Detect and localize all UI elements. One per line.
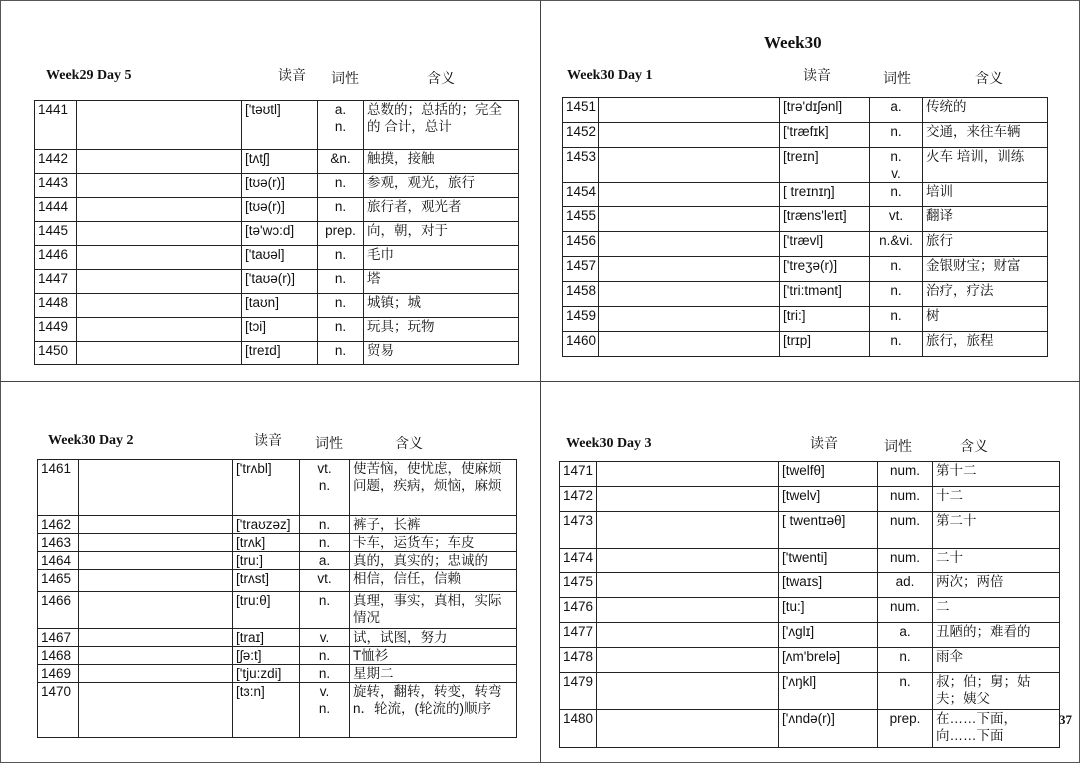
cell-num: 1454 [563,183,599,207]
vocab-table [562,97,1048,357]
cell-word [599,332,780,357]
cell-num: 1468 [38,647,79,665]
cell-pos: prep. [878,710,933,748]
vocab-table [559,461,1060,748]
cell-pron: [trʌk] [233,534,300,552]
cell-pron: [tə'wɔ:d] [242,222,318,246]
cell-word [79,570,233,592]
cell-meaning: 玩具；玩物 [364,318,519,342]
table-row [38,592,517,629]
cell-meaning: 两次；两倍 [933,573,1060,598]
cell-meaning: 参观，观光，旅行 [364,174,519,198]
cell-pos: vt. [870,207,923,232]
table-row [563,232,1048,257]
table-row [38,460,517,516]
cell-meaning: 树 [923,307,1048,332]
table-row [38,552,517,570]
cell-pos: a. [878,623,933,648]
cell-pron: ['təʊtl] [242,101,318,150]
section-title: Week30 Day 1 [567,68,653,83]
cell-pron: ['treʒə(r)] [780,257,870,282]
cell-meaning: 旋转，翻转，转变，转弯 n．轮流，(轮流的)顺序 [350,683,517,738]
cell-num: 1443 [35,174,77,198]
table-row [35,174,519,198]
cell-word [77,150,242,174]
pronunciation-header: 读音 [254,434,282,449]
table-row [35,342,519,365]
cell-pron: ['twenti] [779,549,878,573]
table-row [38,570,517,592]
table-row [35,270,519,294]
cell-word [599,148,780,183]
cell-pron: [tru:θ] [233,592,300,629]
cell-meaning: 第十二 [933,462,1060,487]
cell-pron: [tru:] [233,552,300,570]
cell-pos: vt. [300,570,350,592]
cell-meaning: 触摸，接触 [364,150,519,174]
cell-num: 1478 [560,648,597,673]
cell-word [597,710,779,748]
cell-pron: [tu:] [779,598,878,623]
cell-pos: num. [878,598,933,623]
cell-meaning: 裤子，长裤 [350,516,517,534]
cell-meaning: 二 [933,598,1060,623]
cell-meaning: 毛巾 [364,246,519,270]
cell-num: 1470 [38,683,79,738]
cell-pron: [traɪ] [233,629,300,647]
cell-pos: n. [318,318,364,342]
cell-num: 1447 [35,270,77,294]
cell-pos: a. [300,552,350,570]
table-row [563,207,1048,232]
cell-word [77,246,242,270]
cell-num: 1457 [563,257,599,282]
cell-num: 1463 [38,534,79,552]
cell-meaning: 培训 [923,183,1048,207]
cell-num: 1452 [563,123,599,148]
cell-pron: [tʊə(r)] [242,198,318,222]
cell-word [597,462,779,487]
cell-word [79,683,233,738]
cell-meaning: 金银财宝；财富 [923,257,1048,282]
cell-num: 1475 [560,573,597,598]
cell-pos: a. [870,98,923,123]
cell-pron: ['tri:tmənt] [780,282,870,307]
table-row [560,623,1060,648]
cell-pos: &n. [318,150,364,174]
cell-pos: n. [878,648,933,673]
cell-word [599,307,780,332]
cell-pos: n. [318,246,364,270]
section-title: Week30 Day 3 [566,436,652,451]
part-of-speech-header: 词性 [884,440,912,455]
table-row [560,673,1060,710]
table-row [560,573,1060,598]
table-row [35,101,519,150]
table-row [38,516,517,534]
week30-title: Week30 [764,33,822,52]
cell-num: 1456 [563,232,599,257]
cell-word [597,487,779,512]
cell-word [77,222,242,246]
table-row [35,294,519,318]
cell-pron: [taʊn] [242,294,318,318]
cell-meaning: 向，朝，对于 [364,222,519,246]
table-row [563,183,1048,207]
cell-num: 1461 [38,460,79,516]
cell-word [79,665,233,683]
cell-num: 1480 [560,710,597,748]
cell-pron: [tɜ:n] [233,683,300,738]
cell-meaning: T恤衫 [350,647,517,665]
cell-pron: [ʃə:t] [233,647,300,665]
cell-pos: n. [318,342,364,365]
cell-pos: num. [878,487,933,512]
cell-num: 1479 [560,673,597,710]
table-row [563,332,1048,357]
cell-meaning: 旅行者，观光者 [364,198,519,222]
cell-num: 1474 [560,549,597,573]
cell-num: 1467 [38,629,79,647]
cell-pron: ['ʌŋkl] [779,673,878,710]
cell-meaning: 相信，信任，信赖 [350,570,517,592]
cell-word [599,232,780,257]
cell-word [599,282,780,307]
cell-pron: [trʌst] [233,570,300,592]
cell-pron: [træns'leɪt] [780,207,870,232]
cell-pron: [ʌm'brelə] [779,648,878,673]
cell-meaning: 十二 [933,487,1060,512]
cell-pron: [tri:] [780,307,870,332]
vocab-table [34,100,519,365]
cell-pos: vt. n. [300,460,350,516]
meaning-header: 含义 [427,72,455,87]
cell-word [597,512,779,549]
cell-pos: num. [878,512,933,549]
vocab-table [37,459,517,738]
cell-meaning: 星期二 [350,665,517,683]
cell-word [597,648,779,673]
cell-meaning: 塔 [364,270,519,294]
cell-meaning: 丑陋的；难看的 [933,623,1060,648]
cell-word [597,673,779,710]
cell-meaning: 二十 [933,549,1060,573]
cell-word [599,98,780,123]
table-row [35,198,519,222]
cell-pos: ad. [878,573,933,598]
cell-num: 1476 [560,598,597,623]
cell-pron: [treɪd] [242,342,318,365]
cell-num: 1472 [560,487,597,512]
table-row [38,629,517,647]
cell-pos: n. [300,534,350,552]
cell-num: 1442 [35,150,77,174]
cell-meaning: 试，试图，努力 [350,629,517,647]
cell-num: 1471 [560,462,597,487]
cell-pron: [tɔi] [242,318,318,342]
cell-num: 1451 [563,98,599,123]
table-row [35,150,519,174]
table-row [563,257,1048,282]
cell-num: 1465 [38,570,79,592]
cell-num: 1469 [38,665,79,683]
table-row [563,148,1048,183]
cell-meaning: 旅行，旅程 [923,332,1048,357]
cell-meaning: 使苦恼，使忧虑，使麻烦 问题，疾病，烦恼，麻烦 [350,460,517,516]
cell-meaning: 叔；伯；舅；姑夫；姨父 [933,673,1060,710]
cell-meaning: 真的，真实的；忠诚的 [350,552,517,570]
cell-word [599,207,780,232]
cell-word [599,183,780,207]
cell-pos: n. [878,673,933,710]
meaning-header: 含义 [960,440,988,455]
table-row [563,98,1048,123]
table-row [560,487,1060,512]
cell-num: 1441 [35,101,77,150]
cell-pron: ['trʌbl] [233,460,300,516]
cell-word [599,257,780,282]
table-row [35,246,519,270]
cell-pron: [tʌtʃ] [242,150,318,174]
cell-pos: n. [318,198,364,222]
cell-pron: [ treɪnɪŋ] [780,183,870,207]
cell-pos: v. [300,629,350,647]
cell-num: 1460 [563,332,599,357]
cell-pos: n. [300,516,350,534]
cell-num: 1466 [38,592,79,629]
cell-meaning: 治疗，疗法 [923,282,1048,307]
cell-pos: n. [870,183,923,207]
cell-word [599,123,780,148]
part-of-speech-header: 词性 [883,72,911,87]
cell-pron: [tʊə(r)] [242,174,318,198]
cell-pron: [treɪn] [780,148,870,183]
cell-word [597,623,779,648]
cell-word [77,174,242,198]
cell-meaning: 第二十 [933,512,1060,549]
cell-meaning: 翻译 [923,207,1048,232]
cell-pos: prep. [318,222,364,246]
section-title: Week29 Day 5 [46,68,132,83]
cell-pron: [trə'dɪʃənl] [780,98,870,123]
cell-num: 1445 [35,222,77,246]
cell-num: 1455 [563,207,599,232]
cell-meaning: 旅行 [923,232,1048,257]
cell-word [79,534,233,552]
cell-word [77,198,242,222]
cell-pos: num. [878,462,933,487]
cell-meaning: 总数的；总括的；完全的 合计，总计 [364,101,519,150]
cell-num: 1449 [35,318,77,342]
cell-word [79,460,233,516]
cell-word [77,270,242,294]
cell-num: 1450 [35,342,77,365]
cell-pron: ['ʌndə(r)] [779,710,878,748]
cell-meaning: 传统的 [923,98,1048,123]
cell-meaning: 交通，来往车辆 [923,123,1048,148]
table-row [38,647,517,665]
meaning-header: 含义 [975,72,1003,87]
cell-word [79,629,233,647]
cell-word [79,647,233,665]
cell-pos: n. [318,270,364,294]
cell-word [597,598,779,623]
cell-pos: a. n. [318,101,364,150]
cell-pron: [ twentɪəθ] [779,512,878,549]
cell-word [77,342,242,365]
cell-pron: ['taʊə(r)] [242,270,318,294]
cell-pos: n. [318,174,364,198]
cell-num: 1459 [563,307,599,332]
pronunciation-header: 读音 [803,69,831,84]
cell-pron: [twelfθ] [779,462,878,487]
cell-meaning: 火车 培训，训练 [923,148,1048,183]
cell-word [597,573,779,598]
cell-word [77,101,242,150]
cell-num: 1448 [35,294,77,318]
cell-num: 1453 [563,148,599,183]
part-of-speech-header: 词性 [315,437,343,452]
cell-pos: n. [318,294,364,318]
cell-pron: ['trævl] [780,232,870,257]
cell-meaning: 真理，事实，真相，实际情况 [350,592,517,629]
cell-num: 1444 [35,198,77,222]
cell-meaning: 卡车，运货车；车皮 [350,534,517,552]
pronunciation-header: 读音 [810,437,838,452]
meaning-header: 含义 [395,437,423,452]
cell-pos: num. [878,549,933,573]
pronunciation-header: 读音 [278,69,306,84]
cell-pron: [trɪp] [780,332,870,357]
horizontal-divider [0,381,1080,382]
table-row [560,710,1060,748]
cell-meaning: 在……下面，向……下面 [933,710,1060,748]
table-row [560,598,1060,623]
table-row [560,648,1060,673]
table-row [35,318,519,342]
cell-meaning: 贸易 [364,342,519,365]
cell-num: 1462 [38,516,79,534]
table-row [563,123,1048,148]
cell-word [79,592,233,629]
part-of-speech-header: 词性 [331,72,359,87]
cell-pos: n. [870,332,923,357]
cell-num: 1464 [38,552,79,570]
cell-meaning: 雨伞 [933,648,1060,673]
cell-pron: [twaɪs] [779,573,878,598]
cell-pron: ['ʌglɪ] [779,623,878,648]
cell-word [79,552,233,570]
cell-pos: n. [870,282,923,307]
cell-word [77,318,242,342]
table-row [563,282,1048,307]
cell-meaning: 城镇；城 [364,294,519,318]
table-row [560,462,1060,487]
cell-word [77,294,242,318]
table-row [38,534,517,552]
table-row [35,222,519,246]
cell-pos: n.&vi. [870,232,923,257]
table-row [560,549,1060,573]
cell-pos: n. [870,257,923,282]
cell-word [597,549,779,573]
cell-pos: n. [870,123,923,148]
cell-pron: ['tju:zdi] [233,665,300,683]
cell-num: 1477 [560,623,597,648]
cell-pron: ['træfɪk] [780,123,870,148]
table-row [563,307,1048,332]
cell-pos: n. [300,647,350,665]
section-title: Week30 Day 2 [48,433,134,448]
cell-num: 1458 [563,282,599,307]
table-row [38,683,517,738]
cell-pos: n. [870,307,923,332]
cell-word [79,516,233,534]
table-row [38,665,517,683]
cell-pos: n. [300,592,350,629]
cell-num: 1446 [35,246,77,270]
cell-pos: n. v. [870,148,923,183]
cell-pron: [twelv] [779,487,878,512]
cell-num: 1473 [560,512,597,549]
cell-pos: n. [300,665,350,683]
page-number: 37 [1059,712,1072,727]
cell-pron: ['taʊəl] [242,246,318,270]
table-row [560,512,1060,549]
cell-pos: v. n. [300,683,350,738]
cell-pron: ['traʊzəz] [233,516,300,534]
